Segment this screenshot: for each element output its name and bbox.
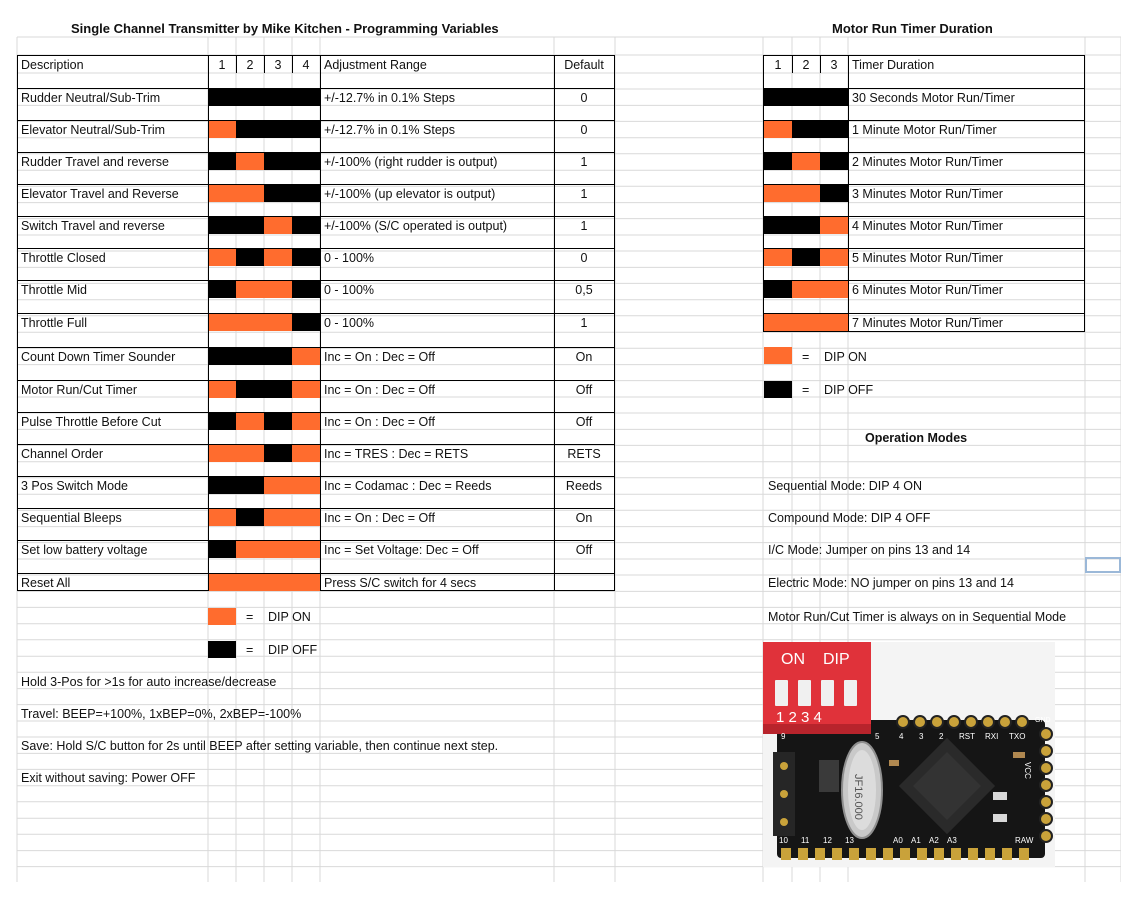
- timer-label: 2 Minutes Motor Run/Timer: [852, 155, 1003, 169]
- variable-default: RETS: [567, 447, 601, 461]
- timer-label: 5 Minutes Motor Run/Timer: [852, 251, 1003, 265]
- timer-dip-cell-2: [792, 121, 820, 138]
- timer-dip-cell-1: [764, 281, 792, 298]
- dip-cell-1: [208, 381, 236, 398]
- variable-range: Inc = On : Dec = Off: [324, 511, 435, 525]
- dip-cell-3: [264, 509, 292, 526]
- variable-default: Off: [575, 543, 593, 557]
- timer-label: 4 Minutes Motor Run/Timer: [852, 219, 1003, 233]
- dip-cell-4: [292, 348, 320, 365]
- row-divider: [17, 380, 615, 381]
- variable-range: Inc = Set Voltage: Dec = Off: [324, 543, 479, 557]
- dip-cell-4: [292, 509, 320, 526]
- dip-cell-2: [236, 574, 264, 591]
- bottom-pin: [917, 848, 927, 860]
- timer-row-divider: [763, 313, 1085, 314]
- dip-cell-2: [236, 509, 264, 526]
- dip-slider-2: [798, 680, 811, 706]
- variable-default: 0: [580, 251, 588, 265]
- pin-label-rst: RST: [959, 732, 975, 741]
- header-default: Default: [564, 58, 604, 72]
- header-divider: [236, 55, 237, 73]
- dip-cell-1: [208, 574, 236, 591]
- dip-cell-3: [264, 314, 292, 331]
- dip-cell-1: [208, 281, 236, 298]
- timer-legend-on-swatch: [764, 347, 792, 364]
- dip-cell-2: [236, 121, 264, 138]
- timer-dip-cell-3: [820, 217, 848, 234]
- timer-dip-cell-3: [820, 249, 848, 266]
- timer-dip-cell-3: [820, 314, 848, 331]
- timer-dip-cell-1: [764, 153, 792, 170]
- bottom-pin: [798, 848, 808, 860]
- dip-on-text: ON: [781, 651, 805, 668]
- dip-cell-1: [208, 445, 236, 462]
- dip-cell-2: [236, 249, 264, 266]
- legend-off-equals: =: [246, 643, 254, 657]
- top-pin: [982, 716, 994, 728]
- dip-cell-4: [292, 89, 320, 106]
- variable-default: 0: [580, 123, 588, 137]
- variable-description: Pulse Throttle Before Cut: [21, 415, 162, 429]
- dip-cell-2: [236, 413, 264, 430]
- variable-range: Inc = Codamac : Dec = Reeds: [324, 479, 492, 493]
- variable-default: Off: [575, 383, 593, 397]
- dip-cell-3: [264, 445, 292, 462]
- bottom-pin: [968, 848, 978, 860]
- row-divider: [17, 444, 615, 445]
- variable-description: 3 Pos Switch Mode: [21, 479, 128, 493]
- bottom-pin: [866, 848, 876, 860]
- timer-legend-off-label: DIP OFF: [824, 383, 874, 397]
- variable-default: On: [575, 511, 593, 525]
- dip-cell-2: [236, 89, 264, 106]
- timer-legend-off-swatch: [764, 381, 792, 398]
- pin-label-gnd: GND: [1035, 717, 1051, 724]
- right-pin: [1040, 830, 1052, 842]
- timer-row-divider: [763, 280, 1085, 281]
- dip-cell-1: [208, 217, 236, 234]
- note-travel: Travel: BEEP=+100%, 1xBEP=0%, 2xBEP=-100%: [21, 707, 302, 721]
- row-divider: [17, 216, 615, 217]
- timer-legend-on-label: DIP ON: [824, 350, 867, 364]
- pin-label-4: 4: [899, 732, 904, 741]
- bottom-pin: [985, 848, 995, 860]
- dip-cell-4: [292, 541, 320, 558]
- dip-cell-4: [292, 249, 320, 266]
- pin-label-13: 13: [845, 836, 854, 845]
- dip-cell-3: [264, 348, 292, 365]
- legend-off-swatch: [208, 641, 236, 658]
- variable-description: Throttle Closed: [21, 251, 106, 265]
- note-exit: Exit without saving: Power OFF: [21, 771, 196, 785]
- column-divider: [320, 55, 321, 591]
- top-pin: [897, 716, 909, 728]
- timer-header-dip-1: 1: [774, 58, 782, 72]
- right-pin: [1040, 813, 1052, 825]
- dip-slider-4: [844, 680, 857, 706]
- pin-label-9: 9: [781, 732, 786, 741]
- pin-label-txo: TXO: [1009, 732, 1026, 741]
- note-save: Save: Hold S/C button for 2s until BEEP after setting variable, then continue next step.: [21, 739, 499, 753]
- timer-dip-cell-2: [792, 249, 820, 266]
- variable-range: +/-100% (right rudder is output): [324, 155, 498, 169]
- timer-label: 6 Minutes Motor Run/Timer: [852, 283, 1003, 297]
- timer-legend-on-equals: =: [802, 350, 810, 364]
- dip-cell-4: [292, 445, 320, 462]
- pin-label-5: 5: [875, 732, 880, 741]
- dip-cell-3: [264, 89, 292, 106]
- variable-default: 1: [580, 155, 588, 169]
- variable-default: 1: [580, 219, 588, 233]
- dip-cell-1: [208, 477, 236, 494]
- timer-row-divider: [763, 216, 1085, 217]
- variable-description: Motor Run/Cut Timer: [21, 383, 138, 397]
- row-divider: [17, 412, 615, 413]
- timer-header-divider: [792, 55, 793, 73]
- timer-row-divider: [763, 88, 1085, 89]
- row-divider: [17, 248, 615, 249]
- row-divider: [17, 476, 615, 477]
- variable-default: 0,5: [575, 283, 593, 297]
- bottom-pin: [1002, 848, 1012, 860]
- header-divider: [292, 55, 293, 73]
- right-pin: [1040, 745, 1052, 757]
- dip-cell-2: [236, 153, 264, 170]
- dip-cell-4: [292, 413, 320, 430]
- right-pin: [1040, 779, 1052, 791]
- variable-default: 0: [580, 91, 588, 105]
- variable-range: +/-100% (S/C operated is output): [324, 219, 508, 233]
- timer-dip-cell-2: [792, 153, 820, 170]
- dip-cell-4: [292, 185, 320, 202]
- dip-cell-3: [264, 281, 292, 298]
- pin-label-raw: RAW: [1015, 836, 1034, 845]
- bottom-pin: [934, 848, 944, 860]
- bottom-pin: [951, 848, 961, 860]
- dip-cell-4: [292, 381, 320, 398]
- timer-column-divider: [848, 55, 849, 332]
- dip-cell-1: [208, 541, 236, 558]
- variable-range: +/-12.7% in 0.1% Steps: [324, 91, 455, 105]
- variable-description: Reset All: [21, 576, 71, 590]
- timer-header-divider: [820, 55, 821, 73]
- variable-description: Elevator Travel and Reverse: [21, 187, 179, 201]
- dip-cell-4: [292, 314, 320, 331]
- timer-dip-cell-2: [792, 217, 820, 234]
- timer-dip-cell-3: [820, 121, 848, 138]
- arduino-board-photo: [763, 642, 1055, 867]
- bottom-pin: [815, 848, 825, 860]
- variable-description: Count Down Timer Sounder: [21, 350, 176, 364]
- dip-cell-2: [236, 217, 264, 234]
- dip-cell-4: [292, 281, 320, 298]
- dip-cell-2: [236, 445, 264, 462]
- row-divider: [17, 313, 615, 314]
- row-divider: [17, 540, 615, 541]
- variable-default: On: [575, 350, 593, 364]
- dip-cell-1: [208, 89, 236, 106]
- dip-cell-2: [236, 348, 264, 365]
- top-pin: [914, 716, 926, 728]
- pin-label-a3: A3: [947, 836, 957, 845]
- timer-row-divider: [763, 248, 1085, 249]
- crystal-label: JF16.000: [852, 774, 864, 820]
- top-pin: [931, 716, 943, 728]
- dip-cell-4: [292, 153, 320, 170]
- bottom-pin: [832, 848, 842, 860]
- reset-button: [819, 760, 839, 792]
- timer-legend-off-equals: =: [802, 383, 810, 397]
- dip-cell-1: [208, 153, 236, 170]
- legend-on-equals: =: [246, 610, 254, 624]
- main-title: Single Channel Transmitter by Mike Kitchen - Programming Variables: [71, 21, 499, 36]
- bottom-pin: [849, 848, 859, 860]
- timer-label: 1 Minute Motor Run/Timer: [852, 123, 997, 137]
- dip-cell-1: [208, 348, 236, 365]
- timer-dip-cell-1: [764, 185, 792, 202]
- dip-cell-4: [292, 121, 320, 138]
- variable-description: Throttle Mid: [21, 283, 87, 297]
- timer-row-divider: [763, 152, 1085, 153]
- bottom-pin: [883, 848, 893, 860]
- timer-dip-cell-1: [764, 314, 792, 331]
- variable-range: Inc = On : Dec = Off: [324, 415, 435, 429]
- pin-label-a1: A1: [911, 836, 921, 845]
- variable-default: Reeds: [565, 479, 603, 493]
- top-pin: [965, 716, 977, 728]
- variable-description: Switch Travel and reverse: [21, 219, 165, 233]
- pin-label-a0: A0: [893, 836, 903, 845]
- dip-cell-3: [264, 153, 292, 170]
- column-divider: [554, 55, 555, 591]
- dip-cell-1: [208, 413, 236, 430]
- pin-label-11: 11: [801, 836, 810, 845]
- dip-cell-2: [236, 314, 264, 331]
- dip-cell-1: [208, 185, 236, 202]
- timer-dip-cell-1: [764, 249, 792, 266]
- bottom-pin: [1019, 848, 1029, 860]
- pin-label-vcc: VCC: [1023, 762, 1032, 779]
- dip-cell-3: [264, 477, 292, 494]
- timer-title: Motor Run Timer Duration: [832, 21, 993, 36]
- dip-word-text: DIP: [823, 651, 850, 668]
- right-pin: [1040, 796, 1052, 808]
- timer-label: 7 Minutes Motor Run/Timer: [852, 316, 1003, 330]
- dip-cell-2: [236, 281, 264, 298]
- variable-default: 1: [580, 187, 588, 201]
- mode-sequential: Sequential Mode: DIP 4 ON: [768, 479, 923, 493]
- row-divider: [17, 280, 615, 281]
- variable-description: Rudder Neutral/Sub-Trim: [21, 91, 161, 105]
- header-range: Adjustment Range: [324, 58, 427, 72]
- legend-on-swatch: [208, 608, 236, 625]
- variable-range: Inc = On : Dec = Off: [324, 383, 435, 397]
- variable-range: 0 - 100%: [324, 316, 375, 330]
- top-pin: [1016, 716, 1028, 728]
- dip-cell-3: [264, 541, 292, 558]
- variable-default: 1: [580, 316, 588, 330]
- right-pin: [1040, 762, 1052, 774]
- mode-compound: Compound Mode: DIP 4 OFF: [768, 511, 931, 525]
- bottom-header-pins: [781, 848, 1029, 860]
- header-dip-4: 4: [302, 58, 310, 72]
- dip-cell-4: [292, 217, 320, 234]
- legend-on-label: DIP ON: [268, 610, 311, 624]
- timer-label: 30 Seconds Motor Run/Timer: [852, 91, 1015, 105]
- variable-range: Inc = TRES : Dec = RETS: [324, 447, 469, 461]
- timer-row-divider: [763, 120, 1085, 121]
- variable-description: Channel Order: [21, 447, 103, 461]
- timer-dip-cell-1: [764, 89, 792, 106]
- dip-cell-3: [264, 217, 292, 234]
- header-divider: [264, 55, 265, 73]
- dip-cell-3: [264, 121, 292, 138]
- pin-label-2: 2: [939, 732, 944, 741]
- variable-description: Sequential Bleeps: [21, 511, 122, 525]
- operation-title: Operation Modes: [865, 431, 968, 445]
- row-divider: [17, 88, 615, 89]
- dip-cell-2: [236, 541, 264, 558]
- mode-electric: Electric Mode: NO jumper on pins 13 and 14: [768, 576, 1014, 590]
- dip-cell-1: [208, 314, 236, 331]
- legend-off-label: DIP OFF: [268, 643, 318, 657]
- pin-label-3: 3: [919, 732, 924, 741]
- row-divider: [17, 573, 615, 574]
- bottom-pin: [900, 848, 910, 860]
- dip-cell-3: [264, 413, 292, 430]
- timer-dip-cell-2: [792, 281, 820, 298]
- timer-header-dip-3: 3: [830, 58, 838, 72]
- dip-cell-1: [208, 121, 236, 138]
- dip-cell-3: [264, 381, 292, 398]
- top-pin: [948, 716, 960, 728]
- variable-range: +/-12.7% in 0.1% Steps: [324, 123, 455, 137]
- top-pin: [999, 716, 1011, 728]
- header-dip-3: 3: [274, 58, 282, 72]
- variable-description: Throttle Full: [21, 316, 87, 330]
- variable-range: 0 - 100%: [324, 283, 375, 297]
- dip-numbers-text: 1 2 3 4: [776, 709, 822, 726]
- header-dip-1: 1: [218, 58, 226, 72]
- variable-range: 0 - 100%: [324, 251, 375, 265]
- dip-cell-2: [236, 477, 264, 494]
- dip-slider-3: [821, 680, 834, 706]
- row-divider: [17, 508, 615, 509]
- timer-dip-cell-1: [764, 217, 792, 234]
- timer-dip-cell-2: [792, 314, 820, 331]
- variable-description: Rudder Travel and reverse: [21, 155, 169, 169]
- pin-label-a2: A2: [929, 836, 939, 845]
- dip-cell-1: [208, 509, 236, 526]
- dip-cell-3: [264, 249, 292, 266]
- dip-cell-3: [264, 185, 292, 202]
- variable-range: +/-100% (up elevator is output): [324, 187, 496, 201]
- header-dip-2: 2: [246, 58, 254, 72]
- timer-dip-cell-3: [820, 185, 848, 202]
- pin-label-12: 12: [823, 836, 832, 845]
- timer-header-duration: Timer Duration: [852, 58, 935, 72]
- row-divider: [17, 184, 615, 185]
- header-description: Description: [21, 58, 84, 72]
- timer-dip-cell-3: [820, 89, 848, 106]
- row-divider: [17, 152, 615, 153]
- dip-cell-1: [208, 249, 236, 266]
- timer-dip-cell-2: [792, 185, 820, 202]
- row-divider: [17, 120, 615, 121]
- dip-cell-4: [292, 574, 320, 591]
- timer-row-divider: [763, 184, 1085, 185]
- bottom-pin: [781, 848, 791, 860]
- variable-range: Inc = On : Dec = Off: [324, 350, 435, 364]
- dip-cell-2: [236, 185, 264, 202]
- right-pin: [1040, 728, 1052, 740]
- timer-dip-cell-2: [792, 89, 820, 106]
- pin-label-10: 10: [779, 836, 788, 845]
- mode-timer-note: Motor Run/Cut Timer is always on in Sequential Mode: [768, 610, 1067, 624]
- dip-slider-1: [775, 680, 788, 706]
- dip-cell-3: [264, 574, 292, 591]
- dip-cell-2: [236, 381, 264, 398]
- dip-cell-4: [292, 477, 320, 494]
- variable-default: Off: [575, 415, 593, 429]
- note-auto-increase: Hold 3-Pos for >1s for auto increase/decrease: [21, 675, 277, 689]
- timer-label: 3 Minutes Motor Run/Timer: [852, 187, 1003, 201]
- timer-dip-cell-1: [764, 121, 792, 138]
- timer-dip-cell-3: [820, 153, 848, 170]
- row-divider: [17, 347, 615, 348]
- timer-header-dip-2: 2: [802, 58, 810, 72]
- variable-range: Press S/C switch for 4 secs: [324, 576, 477, 590]
- pin-label-rxi: RXI: [985, 732, 999, 741]
- selected-cell[interactable]: [1085, 557, 1121, 573]
- column-divider: [208, 55, 209, 591]
- variable-description: Set low battery voltage: [21, 543, 148, 557]
- mode-ic: I/C Mode: Jumper on pins 13 and 14: [768, 543, 971, 557]
- variable-description: Elevator Neutral/Sub-Trim: [21, 123, 166, 137]
- timer-dip-cell-3: [820, 281, 848, 298]
